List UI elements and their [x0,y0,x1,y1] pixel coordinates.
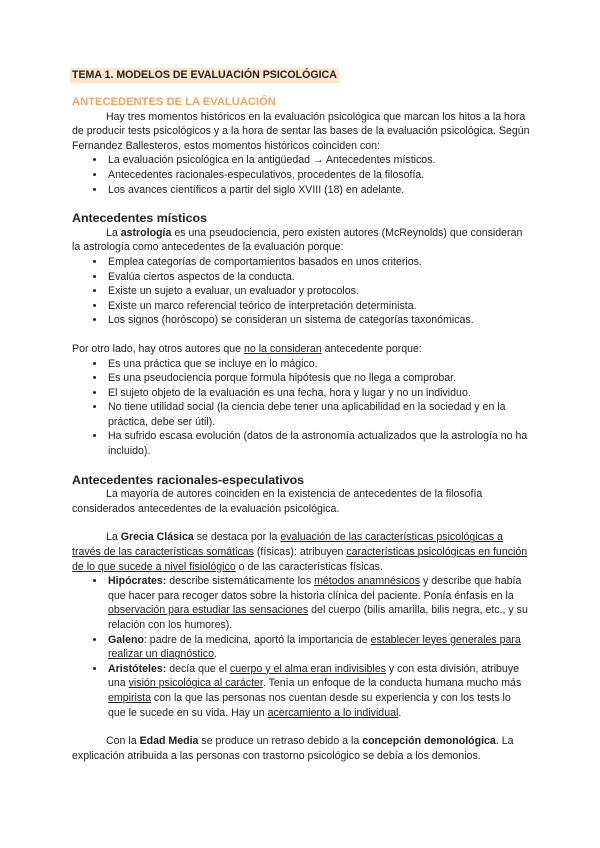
list-item: • Existe un marco referencial teórico de interpretación determinista. [106,299,530,314]
grecia-paragraph: La Grecia Clásica se destaca por la evaluación de las características psicológicas a través de las características somáticas (físicas): atribuyen características psicológicas en función de lo que sucede a nivel fisiológico o de las características físicas. [72,531,528,573]
list-item-galeno: • Galeno: padre de la medicina, aportó la importancia de establecer leyes generales para realizar un diagnóstico. [106,633,530,662]
list-item: • Es una pseudociencia porque formula hipótesis que no llega a comprobar. [106,371,530,386]
list-item: • No tiene utilidad social (la ciencia debe tener una aplicabilidad en la sociedad y en la práctica, debe ser útil). [106,400,530,429]
list-item: • Antecedentes racionales-especulativos, procedentes de la filosofía. [106,168,530,183]
list-item: • Los avances científicos a partir del siglo XVIII (18) en adelante. [106,183,530,198]
list-item: • Ha sufrido escasa evolución (datos de la astronomía actualizados que la astrología no ha incluido). [106,429,530,458]
list-item: • Existe un sujeto a evaluar, un evaluador y protocolos. [106,284,530,299]
edad-media-paragraph: Con la Edad Media se produce un retraso debido a la concepción demonológica. La explicación atribuida a las personas con trastorno psicológico se debía a los demonios. [72,735,514,762]
heading-misticos: Antecedentes místicos [72,211,207,226]
racionales-paragraph: La mayoría de autores coinciden en la existencia de antecedentes de la filosofía considerados antecedentes de la evaluación psicológica. [72,488,483,515]
astrologia-term: astrología [120,226,172,239]
intro-paragraph: Hay tres momentos históricos en la evaluación psicológica que marcan los hitos a la hora de producir tests psicológicos y a la hora de sentar las bases de la evaluación psicológica. Según Fernandez Ballesteros, estos momentos históricos coinciden con: [72,110,530,152]
counter-paragraph: Por otro lado, hay otros autores que no la consideran antecedente porque: [72,342,422,355]
astrologia-paragraph: La astrología es una pseudociencia, pero existen autores (McReynolds) que consideran la astrología como antecedentes de la evaluación porque: [72,226,523,254]
list-item-hipocrates: • Hipócrates: describe sistemáticamente los métodos anamnésicos y describe que había que hacer para recoger datos sobre la historia clínica del paciente. Ponía énfasis en la observación para estudiar las sensaciones del cuerpo (bilis amarilla, bilis negra, etc., y su relación con los humores). [106,574,530,632]
counter-reasons-list [72,357,530,459]
list-item: • La evaluación psicológica en la antigüedad → Antecedentes místicos. [106,153,530,168]
list-item-aristoteles: • Aristóteles: decía que el cuerpo y el alma eran indivisibles y con esta división, atribuye una visión psicológica al carácter. Tenía un enfoque de la conducta humana mucho más empirista con la que las personas nos cuentan desde su experiencia y con los tests lo que le sucede en su vida. Hay un acercamiento a lo individual. [106,662,530,720]
list-item: • Evalúa ciertos aspectos de la conducta. [106,270,530,285]
document-title: TEMA 1. MODELOS DE EVALUACIÓN PSICOLÓGICA [72,69,337,81]
list-item: • Es una práctica que se incluye en lo mágico. [106,357,530,372]
heading-racionales: Antecedentes racionales-especulativos [72,472,305,487]
astrologia-reasons-list [72,255,530,328]
philosophers-list [72,574,530,720]
list-item: • Emplea categorías de comportamientos basados en unos criterios. [106,255,530,270]
list-item: • El sujeto objeto de la evaluación es una fecha, hora y lugar y no un individuo. [106,386,530,401]
list-item: • Los signos (horóscopo) se consideran un sistema de categorías taxonómicas. [106,313,530,328]
section-heading-antecedentes: ANTECEDENTES DE LA EVALUACIÓN [72,95,276,108]
historical-moments-list [72,153,530,197]
